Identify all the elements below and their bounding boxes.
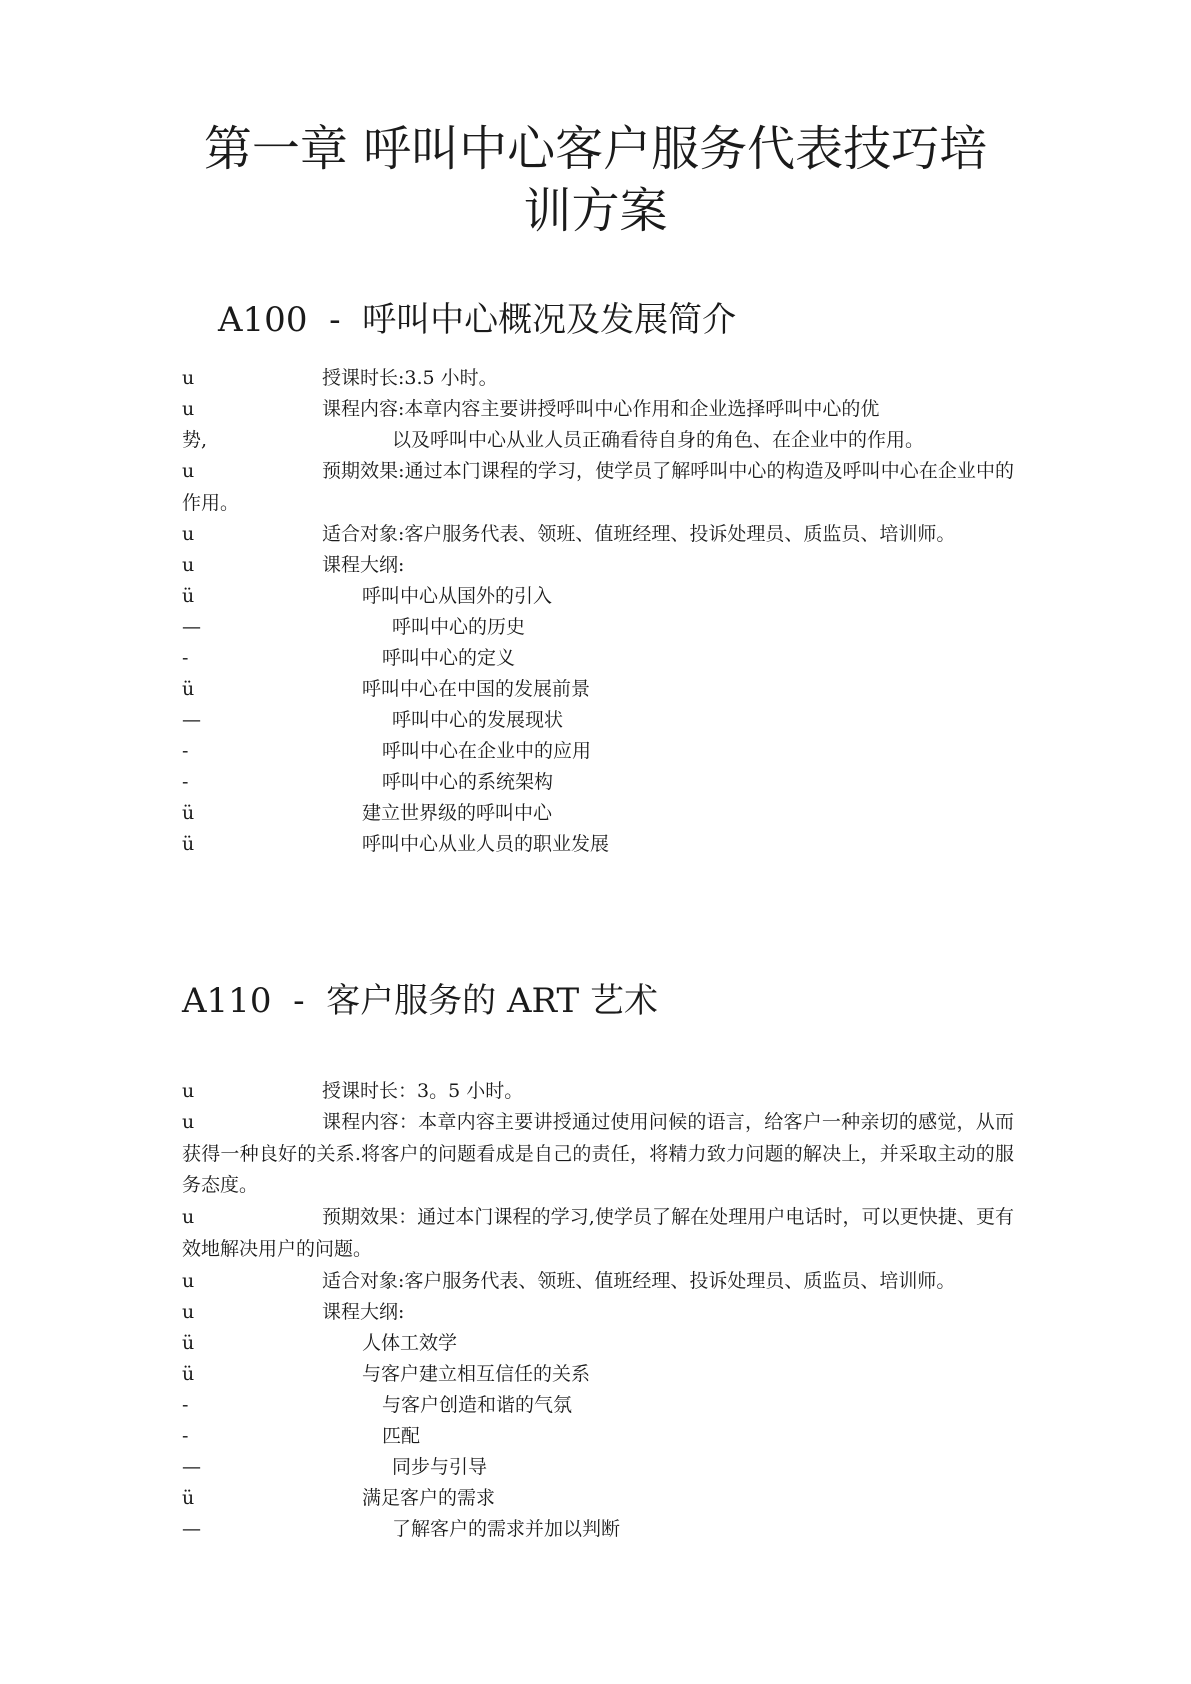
outline-marker: — [182, 616, 201, 638]
outline-marker: - [182, 1394, 189, 1416]
continuation-start: 势, [182, 429, 208, 451]
outline-marker: — [182, 709, 201, 731]
outline-text: 建立世界级的呼叫中心 [362, 802, 553, 824]
bullet-marker: u [182, 367, 195, 389]
outline-text: 满足客户的需求 [362, 1487, 496, 1509]
outline-marker: ü [182, 802, 195, 824]
chapter-title-line-2: 训方案 [523, 183, 668, 239]
outline-marker: - [182, 647, 189, 669]
outline-marker: ü [182, 1363, 195, 1385]
outline-marker: ü [182, 678, 195, 700]
bullet-marker: u [182, 554, 195, 576]
outline-text: 同步与引导 [392, 1456, 488, 1478]
info-effect [182, 456, 1014, 519]
info-text: 授课时长:3.5 小时。 [322, 367, 498, 389]
chapter-title-line-1: 第一章 呼叫中心客户服务代表技巧培 [203, 121, 988, 177]
bullet-marker: u [182, 1206, 195, 1228]
outline-text: 呼叫中心的系统架构 [382, 771, 554, 793]
outline-marker: - [182, 771, 189, 793]
bullet-marker: u [182, 1080, 195, 1102]
info-text: 课程大纲: [322, 1301, 405, 1323]
info-text: 适合对象:客户服务代表、领班、值班经理、投诉处理员、质监员、培训师。 [322, 523, 956, 545]
outline-marker: ü [182, 833, 195, 855]
section-heading-a110: A110 - 客户服务的 ART 艺术 [182, 981, 659, 1021]
bullet-marker: u [182, 1301, 195, 1323]
info-text: 课程内容：本章内容主要讲授通过使用问候的语言，给客户一种亲切的感觉，从而获得一种良好的关系.将客户的问题看成是自己的责任，将精力致力问题的解决上，并采取主动的服务态度。 [182, 1111, 1014, 1196]
chapter-title [160, 118, 1031, 242]
outline-marker: - [182, 1425, 189, 1447]
outline-text: 呼叫中心在中国的发展前景 [362, 678, 591, 700]
outline-text: 了解客户的需求并加以判断 [392, 1518, 621, 1540]
outline-marker: ü [182, 1332, 195, 1354]
outline-text: 呼叫中心的历史 [392, 616, 526, 638]
outline-marker: ü [182, 1487, 195, 1509]
outline-text: 匹配 [382, 1425, 421, 1447]
bullet-marker: u [182, 523, 195, 545]
outline-marker: — [182, 1518, 201, 1540]
section-heading-a100: A100 - 呼叫中心概况及发展简介 [218, 300, 737, 340]
info-text: 课程内容:本章内容主要讲授呼叫中心作用和企业选择呼叫中心的优 [322, 398, 880, 420]
bullet-marker: u [182, 398, 195, 420]
outline-text: 与客户建立相互信任的关系 [362, 1363, 591, 1385]
bullet-marker: u [182, 460, 195, 482]
outline-text: 呼叫中心从业人员的职业发展 [362, 833, 610, 855]
info-content [182, 1107, 1014, 1202]
bullet-marker: u [182, 1111, 195, 1133]
info-effect [182, 1202, 1014, 1265]
outline-text: 呼叫中心在企业中的应用 [382, 740, 592, 762]
info-text: 适合对象:客户服务代表、领班、值班经理、投诉处理员、质监员、培训师。 [322, 1270, 956, 1292]
info-text: 预期效果:通过本门课程的学习，使学员了解呼叫中心的构造及呼叫中心在企业中的作用。 [182, 460, 1014, 514]
outline-text: 呼叫中心的定义 [382, 647, 516, 669]
bullet-marker: u [182, 1270, 195, 1292]
info-content-continuation [182, 425, 925, 456]
outline-text: 呼叫中心的发展现状 [392, 709, 564, 731]
continuation-text: 以及呼叫中心从业人员正确看待自身的角色、在企业中的作用。 [392, 429, 925, 451]
outline-marker: - [182, 740, 189, 762]
info-text: 预期效果：通过本门课程的学习,使学员了解在处理用户电话时，可以更快捷、更有效地解决用户的问题。 [182, 1206, 1014, 1260]
info-text: 课程大纲: [322, 554, 405, 576]
outline-text: 呼叫中心从国外的引入 [362, 585, 553, 607]
outline-marker: ü [182, 585, 195, 607]
info-text: 授课时长：3。5 小时。 [322, 1080, 524, 1102]
outline-text: 人体工效学 [362, 1332, 458, 1354]
outline-marker: — [182, 1456, 201, 1478]
outline-text: 与客户创造和谐的气氛 [382, 1394, 573, 1416]
